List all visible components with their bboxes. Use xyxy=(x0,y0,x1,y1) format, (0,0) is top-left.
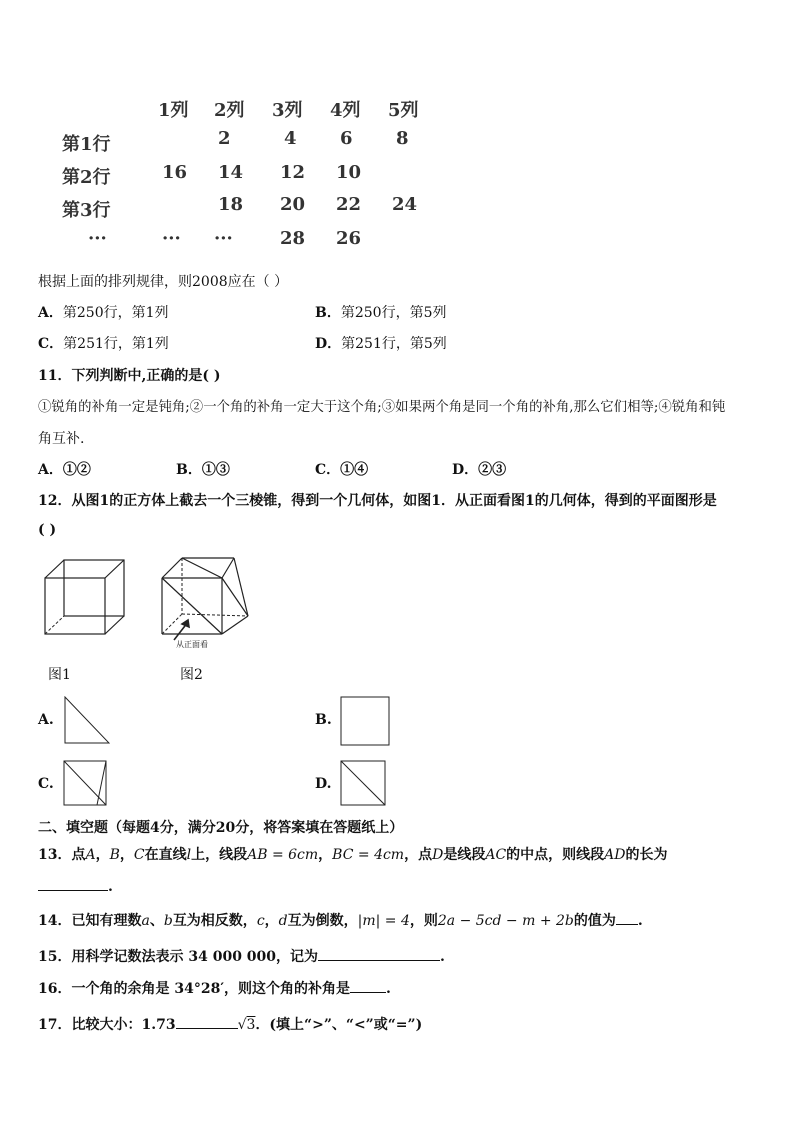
option-key: B． xyxy=(176,462,202,478)
q11-option-b xyxy=(176,459,230,479)
table-cell: ··· xyxy=(214,228,233,249)
question-number: 12． xyxy=(38,493,72,509)
figure-1-cube xyxy=(44,558,126,636)
figure-2-view-note: 从正面看 xyxy=(176,640,208,649)
q11-option-d xyxy=(452,459,506,479)
text-fragment: 的长为 xyxy=(625,847,668,863)
text-fragment: . xyxy=(637,913,643,929)
option-key: D． xyxy=(315,336,342,352)
table-cell: 24 xyxy=(392,194,418,215)
math-var: B xyxy=(109,847,120,863)
table-cell: 6 xyxy=(340,128,353,149)
q10-stem: 根据上面的排列规律，则2008应在（ ） xyxy=(38,274,289,290)
text-fragment: 、 xyxy=(149,913,164,929)
q12-option-a-figure xyxy=(64,696,110,744)
option-text: ①② xyxy=(62,462,91,478)
q12-stem xyxy=(38,490,717,510)
number-arrangement-table xyxy=(58,88,438,258)
option-text: ①③ xyxy=(201,462,230,478)
text-fragment: ， xyxy=(318,847,333,863)
col-header: 3列 xyxy=(272,100,303,121)
answer-blank[interactable] xyxy=(616,910,638,925)
math-var: c xyxy=(256,913,265,929)
q10-option-b xyxy=(315,302,446,322)
q10-option-c xyxy=(38,333,169,353)
text-fragment: 上，线段 xyxy=(191,847,248,863)
figure-2-cut-cube xyxy=(160,556,252,652)
text-fragment: 互为倒数， xyxy=(287,913,358,929)
option-text: 第250行，第5列 xyxy=(340,305,447,321)
text-fragment: 已知有理数 xyxy=(71,913,142,929)
math-var: AD xyxy=(604,847,626,863)
table-cell: 14 xyxy=(218,162,244,183)
question-number: 14． xyxy=(38,913,72,929)
question-number: 15． xyxy=(38,949,72,965)
table-cell: 4 xyxy=(284,128,297,149)
question-number: 17． xyxy=(38,1017,72,1033)
question-text: 下列判断中,正确的是( ) xyxy=(71,368,221,384)
answer-blank[interactable] xyxy=(350,978,386,993)
math-equation: |m| = 4 xyxy=(357,913,410,929)
math-var: d xyxy=(278,913,288,929)
text-fragment: ，点 xyxy=(404,847,433,863)
text-fragment: . xyxy=(386,981,391,997)
col-header: 5列 xyxy=(388,100,419,121)
row-label: 第1行 xyxy=(62,134,111,155)
q16-stem xyxy=(38,978,391,998)
figure-2-caption: 图2 xyxy=(180,667,203,683)
table-cell: 18 xyxy=(218,194,244,215)
math-var: b xyxy=(163,913,173,929)
section-2-heading: 二、填空题（每题4分，满分20分，将答案填在答题纸上） xyxy=(38,820,404,836)
table-cell: 10 xyxy=(336,162,362,183)
question-text: 一个角的余角是 34°28′，则这个角的补角是 xyxy=(71,981,351,997)
col-header: 4列 xyxy=(330,100,361,121)
math-equation: BC = 4cm xyxy=(332,847,405,863)
question-number: 13． xyxy=(38,847,72,863)
table-cell: 2 xyxy=(218,128,231,149)
table-cell: 26 xyxy=(336,228,362,249)
text-fragment: 在直线 xyxy=(144,847,187,863)
q12-option-d-key: D. xyxy=(315,776,332,792)
math-var: a xyxy=(141,913,150,929)
text-fragment: ， xyxy=(264,913,279,929)
math-equation: AB = 6cm xyxy=(247,847,319,863)
option-text: 第251行，第1列 xyxy=(63,336,169,352)
col-header: 2列 xyxy=(214,100,245,121)
col-header: 1列 xyxy=(158,100,189,121)
table-cell: ··· xyxy=(162,228,181,249)
table-cell: 28 xyxy=(280,228,306,249)
q11-stem xyxy=(38,365,220,385)
question-text: 比较大小：1.73 xyxy=(71,1017,176,1033)
q12-option-c-figure xyxy=(63,760,107,806)
q17-stem xyxy=(38,1014,422,1034)
row-label: ··· xyxy=(88,228,107,249)
q10-option-a xyxy=(38,302,169,322)
q11-option-c xyxy=(315,459,368,479)
option-text: ②③ xyxy=(478,462,507,478)
text-fragment: ， xyxy=(119,847,134,863)
table-cell: 16 xyxy=(162,162,188,183)
question-text: 用科学记数法表示 34 000 000，记为 xyxy=(71,949,319,965)
text-fragment: 点 xyxy=(71,847,86,863)
question-text: 从图1的正方体上截去一个三棱锥，得到一个几何体，如图1．从正面看图1的几何体，得到的平面图形是 xyxy=(71,493,717,509)
option-key: A． xyxy=(38,305,63,321)
q12-option-a-key: A. xyxy=(38,712,54,728)
q11-option-a xyxy=(38,459,91,479)
q13-answer-line xyxy=(38,876,113,895)
table-cell: 8 xyxy=(396,128,409,149)
answer-blank[interactable] xyxy=(176,1014,238,1029)
text-fragment: ．(填上“>”、“<”或“=”) xyxy=(255,1017,423,1033)
q14-stem xyxy=(38,910,643,930)
option-text: ①④ xyxy=(340,462,369,478)
text-fragment: 是线段 xyxy=(443,847,486,863)
answer-blank[interactable] xyxy=(318,946,440,961)
math-var: D xyxy=(432,847,444,863)
question-number: 16． xyxy=(38,981,72,997)
row-label: 第2行 xyxy=(62,167,111,188)
table-cell: 20 xyxy=(280,194,306,215)
math-var: A xyxy=(85,847,96,863)
q12-option-d-figure xyxy=(340,760,386,806)
q11-statements-line2: 角互补. xyxy=(38,431,85,447)
q10-option-d xyxy=(315,333,447,353)
sqrt-radicand: 3 xyxy=(246,1017,256,1033)
option-key: A． xyxy=(38,462,63,478)
figure-1-caption: 图1 xyxy=(48,667,71,683)
sqrt-sign: √ xyxy=(237,1017,247,1033)
option-key: C． xyxy=(315,462,341,478)
text-fragment: 的中点，则线段 xyxy=(506,847,605,863)
option-text: 第251行，第5列 xyxy=(341,336,447,352)
question-number: 11． xyxy=(38,368,72,384)
math-var: AC xyxy=(485,847,507,863)
q12-option-b-key: B. xyxy=(315,712,332,728)
text-fragment: . xyxy=(108,879,113,895)
q15-stem xyxy=(38,946,445,966)
q12-option-c-key: C. xyxy=(38,776,54,792)
q11-statements-line1: ①锐角的补角一定是钝角;②一个角的补角一定大于这个角;③如果两个角是同一个角的补角,那么它们相等;④锐角和钝 xyxy=(38,400,726,415)
text-fragment: ， xyxy=(95,847,110,863)
math-var: C xyxy=(133,847,145,863)
option-text: 第250行，第1列 xyxy=(62,305,169,321)
table-cell: 22 xyxy=(336,194,362,215)
text-fragment: . xyxy=(440,949,445,965)
math-var: l xyxy=(186,847,192,863)
q12-paren: ( ) xyxy=(38,522,57,538)
answer-blank[interactable] xyxy=(38,876,108,891)
option-key: D． xyxy=(452,462,479,478)
row-label: 第3行 xyxy=(62,200,111,221)
q13-stem xyxy=(38,844,668,864)
option-key: B． xyxy=(315,305,341,321)
text-fragment: 的值为 xyxy=(573,913,616,929)
math-expression: 2a − 5cd − m + 2b xyxy=(437,913,574,929)
q12-option-b-figure xyxy=(340,696,390,746)
text-fragment: 互为相反数， xyxy=(172,913,257,929)
option-key: C． xyxy=(38,336,64,352)
text-fragment: ，则 xyxy=(409,913,438,929)
table-cell: 12 xyxy=(280,162,306,183)
